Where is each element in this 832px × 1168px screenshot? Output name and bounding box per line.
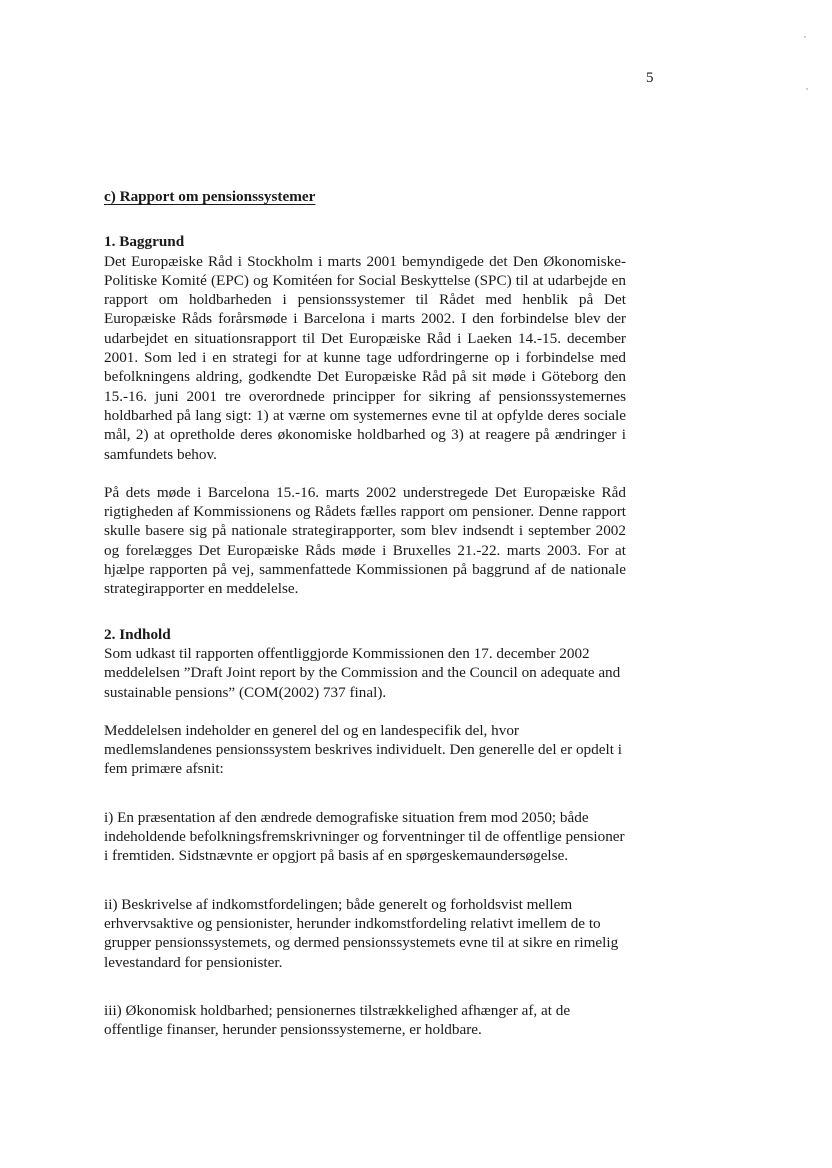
paragraph: På dets møde i Barcelona 15.-16. marts 2002 understregede Det Europæiske Råd rigtigheden af Kommissionens og Rådets fælles rapport om pensioner. Denne rapport skulle basere sig på nationale strategirapporter, som blev indsendt i september 2002 og forelægges Det Europæiske Råds møde i Bruxelles 21.-22. marts 2003. For at hjælpe rapporten på vej, sammenfattede Kommissionen på baggrund af de nationale strategirapporter en meddelelse. [104, 483, 626, 598]
page-number: 5 [646, 70, 654, 86]
document-body [104, 187, 626, 1039]
section-background [104, 232, 626, 598]
list-item: i) En præsentation af den ændrede demografiske situation frem mod 2050; både indeholdende befolkningsfremskrivninger og forventninger til de offentlige pensioner i fremtiden. Sidstnævnte er opgjort på basis af en spørgeskemaundersøgelse. [104, 808, 625, 865]
scan-speck [804, 36, 806, 38]
section-content [104, 625, 626, 1040]
section-heading: 1. Baggrund [104, 233, 185, 251]
scan-speck [806, 88, 808, 90]
paragraph: Det Europæiske Råd i Stockholm i marts 2001 bemyndigede det Den Økonomiske-Politiske Komité (EPC) og Komitéen for Social Beskyttelse (SPC) til at udarbejde en rapport om holdbarheden i pensionssystemer til Rådet med henblik på Det Europæiske Råds forårsmøde i Barcelona i marts 2002. I den forbindelse blev der udarbejdet en situationsrapport til Det Europæiske Råd i Laeken 14.-15. december 2001. Som led i en strategi for at kunne tage udfordringerne op i forbindelse med befolkningens aldring, godkendte Det Europæiske Råd på sit møde i Göteborg den 15.-16. juni 2001 tre overordnede principper for sikring af pensionssystemernes holdbarhed på lang sigt: 1) at værne om systemernes evne til at opfylde deres sociale mål, 2) at opretholde deres økonomiske holdbarhed og 3) at reagere på ændringer i samfundets behov. [104, 252, 626, 463]
list-item: iii) Økonomisk holdbarhed; pensionernes tilstrækkelighed afhænger af, at de offentlige finanser, herunder pensionssystemerne, er holdbare. [104, 1001, 571, 1039]
paragraph: Som udkast til rapporten offentliggjorde Kommissionen den 17. december 2002 meddelelsen ”Draft Joint report by the Commission and the Council on adequate and sustainable pensions” (COM(2002) 737 final). [104, 644, 621, 701]
document-title: c) Rapport om pensionssystemer [104, 188, 316, 205]
paragraph: Meddelelsen indeholder en generel del og en landespecifik del, hvor medlemslandenes pensionssystem beskrives individuelt. Den generelle del er opdelt i fem primære afsnit: [104, 721, 622, 778]
section-heading: 2. Indhold [104, 625, 171, 643]
list-item: ii) Beskrivelse af indkomstfordelingen; både generelt og forholdsvist mellem erhvervsaktive og pensionister, herunder indkomstfordeling relativt imellem de to grupper pensionssystemets, og dermed pensionssystemets evne til at sikre en rimelig levestandard for pensionister. [104, 895, 619, 971]
